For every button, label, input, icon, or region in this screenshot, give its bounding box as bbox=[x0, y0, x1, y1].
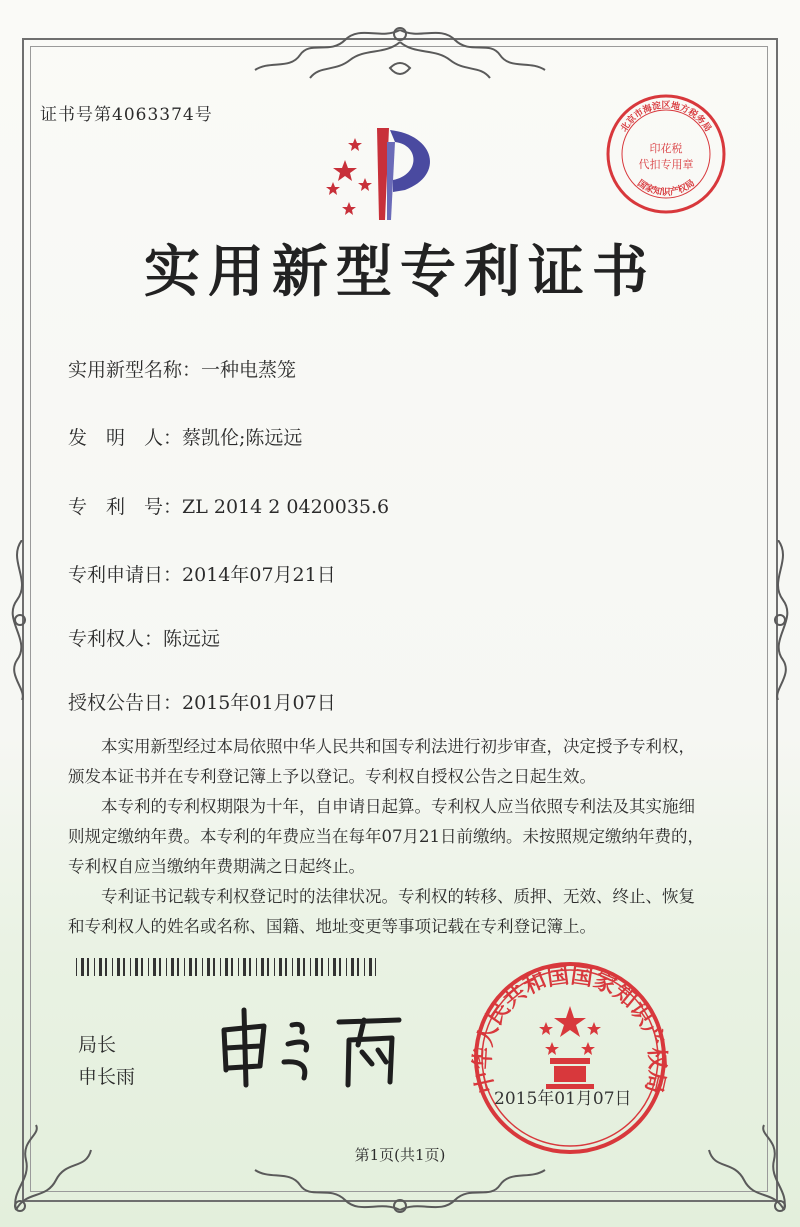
field-grant-date-label: 授权公告日： bbox=[68, 692, 183, 714]
star-icon bbox=[326, 138, 372, 215]
field-grant-date bbox=[68, 688, 336, 715]
barcode-bar bbox=[135, 958, 138, 976]
barcode-bar bbox=[213, 958, 215, 976]
barcode-bar bbox=[279, 958, 282, 976]
barcode-bar bbox=[112, 958, 113, 976]
field-filing-date-label: 专利申请日： bbox=[68, 564, 183, 586]
certificate-body bbox=[68, 732, 708, 942]
barcode bbox=[76, 958, 376, 976]
certificate-number: 证书号第4063374号 bbox=[40, 105, 213, 125]
national-emblem-icon bbox=[539, 1006, 601, 1089]
barcode-bar bbox=[315, 958, 318, 976]
official-seal bbox=[470, 958, 670, 1158]
field-utility-name-label: 实用新型名称： bbox=[68, 359, 202, 381]
tax-stamp-ring-text: 北京市海淀区地方税务局 bbox=[619, 101, 713, 134]
barcode-bar bbox=[207, 958, 210, 976]
barcode-bar bbox=[225, 958, 228, 976]
field-utility-name bbox=[68, 355, 296, 382]
tax-stamp-center-2: 代扣专用章 bbox=[638, 158, 694, 171]
barcode-bar bbox=[375, 958, 376, 976]
barcode-bar bbox=[195, 958, 197, 976]
field-patent-number bbox=[68, 492, 389, 519]
seal-ring-text: 中华人民共和国国家知识产权局 bbox=[470, 962, 670, 1096]
body-paragraph-3: 专利证书记载专利权登记时的法律状况。专利权的转移、质押、无效、终止、恢复和专利权人的姓名或名称、国籍、地址变更等事项记载在专利登记簿上。 bbox=[68, 887, 695, 936]
top-ornament bbox=[250, 20, 550, 90]
barcode-bar bbox=[81, 958, 84, 976]
director-name: 申长雨 bbox=[78, 1066, 136, 1088]
barcode-bar bbox=[256, 958, 257, 976]
barcode-bar bbox=[159, 958, 161, 976]
barcode-bar bbox=[87, 958, 89, 976]
barcode-bar bbox=[231, 958, 233, 976]
svg-text:北京市海淀区地方税务局 bbox=[618, 99, 714, 134]
barcode-bar bbox=[117, 958, 120, 976]
corner-ornament-br bbox=[704, 1120, 794, 1220]
patent-office-emblem bbox=[315, 120, 465, 230]
director-signature bbox=[214, 1000, 414, 1090]
director-title: 局长 bbox=[78, 1034, 117, 1056]
left-ornament bbox=[2, 540, 38, 700]
field-patentee-value: 陈远远 bbox=[163, 628, 221, 650]
field-inventor-label: 发 明 人： bbox=[68, 427, 183, 449]
barcode-bar bbox=[153, 958, 156, 976]
barcode-bar bbox=[105, 958, 107, 976]
barcode-bar bbox=[123, 958, 125, 976]
barcode-bar bbox=[189, 958, 192, 976]
field-patent-number-value: ZL 2014 2 0420035.6 bbox=[182, 496, 390, 518]
field-inventor bbox=[68, 423, 302, 450]
seal-date: 2015年01月07日 bbox=[494, 1089, 632, 1109]
barcode-bar bbox=[333, 958, 336, 976]
barcode-bar bbox=[274, 958, 275, 976]
barcode-bar bbox=[238, 958, 239, 976]
barcode-bar bbox=[357, 958, 359, 976]
barcode-bar bbox=[99, 958, 102, 976]
tax-stamp-bottom-text: 国家知识产权局 bbox=[635, 178, 697, 198]
field-inventor-value: 蔡凯伦;陈远远 bbox=[182, 427, 303, 449]
field-patentee bbox=[68, 624, 220, 651]
tax-stamp bbox=[604, 92, 728, 216]
barcode-bar bbox=[285, 958, 287, 976]
body-paragraph-2: 本专利的专利权期限为十年，自申请日起算。专利权人应当依照专利法及其实施细则规定缴纳年费。本专利的年费应当在每年07月21日前缴纳。未按照规定缴纳年费的，专利权自应当缴纳年费期满之日起终止。 bbox=[68, 797, 704, 876]
barcode-bar bbox=[267, 958, 269, 976]
barcode-bar bbox=[292, 958, 293, 976]
barcode-bar bbox=[321, 958, 323, 976]
barcode-bar bbox=[171, 958, 174, 976]
barcode-bar bbox=[297, 958, 300, 976]
field-filing-date-value: 2014年07月21日 bbox=[182, 564, 336, 586]
bottom-ornament bbox=[250, 1160, 550, 1220]
barcode-bar bbox=[220, 958, 221, 976]
barcode-bar bbox=[351, 958, 354, 976]
blue-p-shape bbox=[390, 130, 430, 192]
barcode-bar bbox=[141, 958, 143, 976]
barcode-bar bbox=[303, 958, 305, 976]
barcode-bar bbox=[76, 958, 77, 976]
barcode-bar bbox=[166, 958, 167, 976]
corner-ornament-bl bbox=[6, 1120, 96, 1220]
field-patent-number-label: 专 利 号： bbox=[68, 496, 183, 518]
barcode-bar bbox=[249, 958, 251, 976]
barcode-bar bbox=[177, 958, 179, 976]
field-grant-date-value: 2015年01月07日 bbox=[182, 692, 336, 714]
field-patentee-label: 专利权人： bbox=[68, 628, 164, 650]
barcode-bar bbox=[243, 958, 246, 976]
body-paragraph-1: 本实用新型经过本局依照中华人民共和国专利法进行初步审查，决定授予专利权，颁发本证书并在专利登记簿上予以登记。专利权自授权公告之日起生效。 bbox=[68, 737, 695, 786]
barcode-bar bbox=[202, 958, 203, 976]
barcode-bar bbox=[130, 958, 131, 976]
barcode-bar bbox=[148, 958, 149, 976]
barcode-bar bbox=[310, 958, 311, 976]
svg-text:国家知识产权局 bbox=[635, 177, 697, 198]
field-filing-date bbox=[68, 560, 336, 587]
barcode-bar bbox=[339, 958, 341, 976]
barcode-bar bbox=[369, 958, 372, 976]
page-number: 第1页(共1页) bbox=[354, 1146, 446, 1164]
right-ornament bbox=[762, 540, 798, 700]
field-utility-name-value: 一种电蒸笼 bbox=[201, 359, 297, 381]
barcode-bar bbox=[184, 958, 185, 976]
tax-stamp-center-1: 印花税 bbox=[649, 142, 683, 155]
barcode-bar bbox=[364, 958, 365, 976]
barcode-bar bbox=[94, 958, 95, 976]
barcode-bar bbox=[346, 958, 347, 976]
certificate-title: 实用新型专利证书 bbox=[144, 239, 656, 305]
barcode-bar bbox=[328, 958, 329, 976]
barcode-bar bbox=[261, 958, 264, 976]
